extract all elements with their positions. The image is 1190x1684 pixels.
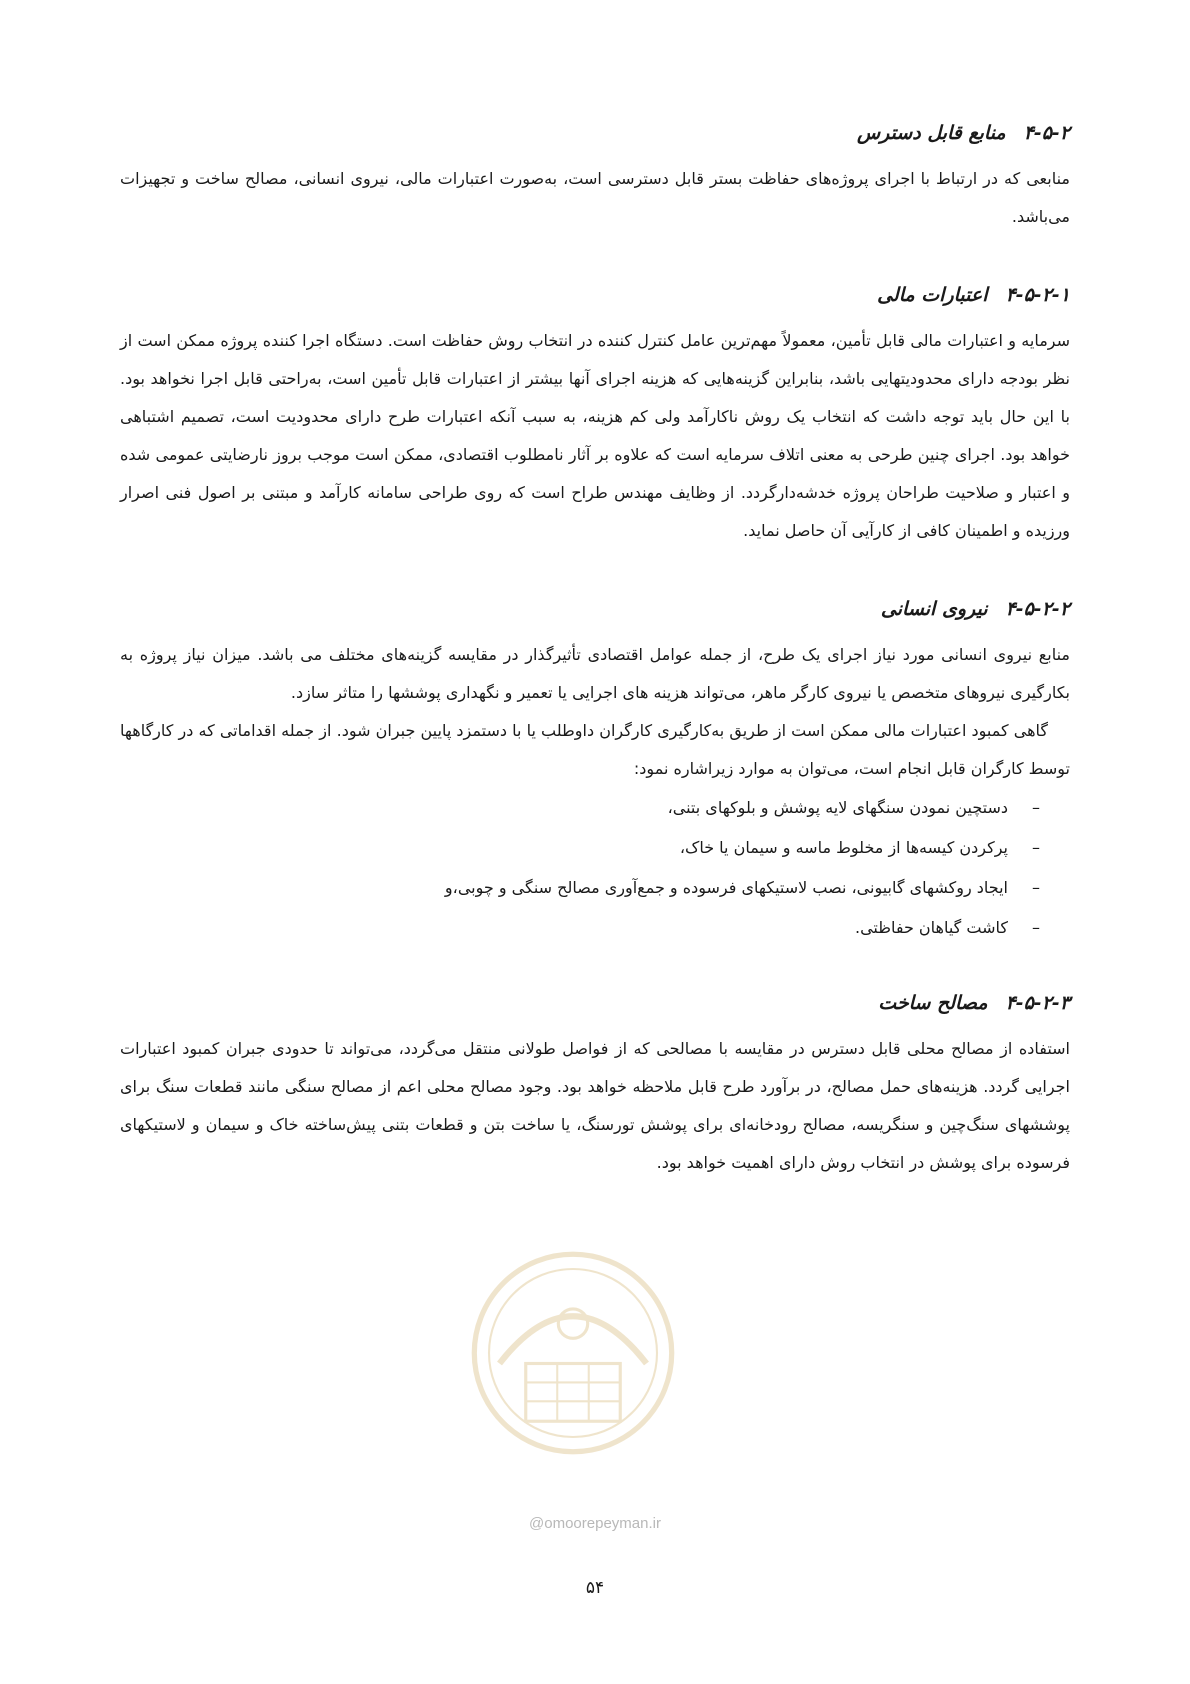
paragraph-available-resources: منابعی که در ارتباط با اجرای پروژه‌های حفاظت بستر قابل دسترسی است، به‌صورت اعتبارات مالی، نیروی انسانی، مصالح ساخت و تجهیزات می‌باشد. (120, 169, 1070, 226)
section-title: منابع قابل دسترس (856, 122, 1006, 144)
section-title: نیروی انسانی (880, 598, 988, 620)
page-number: ۵۴ (585, 1578, 605, 1598)
watermark-url: @omoorepeyman.ir (529, 1515, 661, 1532)
bullet-dash: – (1032, 918, 1040, 937)
section-title: مصالح ساخت (878, 992, 988, 1014)
section-number: ۴-۵-۲ (1023, 122, 1070, 144)
section-heading-available-resources (120, 118, 1070, 148)
page-content (120, 118, 1070, 1182)
list-item: – دستچین نمودن سنگهای لایه پوشش و بلوکهای بتنی، (120, 788, 1040, 828)
bullet-dash: – (1032, 798, 1040, 817)
list-item: – پرکردن کیسه‌ها از مخلوط ماسه و سیمان یا خاک، (120, 828, 1040, 868)
section-number: ۴-۵-۲-۲ (1005, 598, 1070, 620)
activities-list (120, 788, 1070, 948)
list-item: – کاشت گیاهان حفاظتی. (120, 908, 1040, 948)
paragraph-human-resources-1: منابع نیروی انسانی مورد نیاز اجرای یک طرح، از جمله عوامل اقتصادی تأثیرگذار در مقایسه گزینه‌های مختلف می باشد. میزان نیاز پروژه به بکارگیری نیروهای متخصص یا نیروی کارگر ماهر، می‌تواند هزینه های اجرایی یا تعمیر و نگهداری پوششها را متاثر سازد. (120, 645, 1070, 702)
section-number: ۴-۵-۲-۳ (1005, 992, 1070, 1014)
bullet-dash: – (1032, 838, 1040, 857)
section-heading-construction-materials (120, 988, 1070, 1018)
watermark-seal-icon (468, 1248, 678, 1458)
section-heading-human-resources (120, 594, 1070, 624)
paragraph-human-resources-2: گاهی کمبود اعتبارات مالی ممکن است از طریق به‌کارگیری کارگران داوطلب یا با دستمزد پایین جبران شود. از جمله اقداماتی که در کارگاهها توسط کارگران قابل انجام است، می‌توان به موارد زیراشاره نمود: (120, 721, 1070, 778)
bullet-dash: – (1032, 878, 1040, 897)
section-heading-financial-credits (120, 280, 1070, 310)
section-number: ۴-۵-۲-۱ (1005, 284, 1070, 306)
section-title: اعتبارات مالی (877, 284, 988, 306)
paragraph-financial-credits: سرمایه و اعتبارات مالی قابل تأمین، معمولاً مهم‌ترین عامل کنترل کننده در انتخاب روش حفاظت است. دستگاه اجرا کننده پروژه ممکن است از نظر بودجه دارای محدودیتهایی باشد، بنابراین گزینه‌هایی که هزینه اجرای آنها بیشتر از اعتبارات قابل تأمین است، به‌راحتی قابل اجرا نخواهد بود. با این حال باید توجه داشت که انتخاب یک روش ناکارآمد ولی کم هزینه، به سبب آنکه اعتبارات طرح دارای محدودیت است، تصمیم اشتباهی خواهد بود. اجرای چنین طرحی به معنی اتلاف سرمایه است که علاوه بر آثار نامطلوب اقتصادی، ممکن است موجب بروز نارضایتی عمومی شده و اعتبار و صلاحیت طراحان پروژه خدشه‌دارگردد. از وظایف مهندس طراح است که روی طراحی سامانه کارآمد و مبتنی بر اصول فنی اصرار ورزیده و اطمینان کافی از کارآیی آن حاصل نماید. (120, 331, 1070, 540)
paragraph-construction-materials: استفاده از مصالح محلی قابل دسترس در مقایسه با مصالحی که از فواصل طولانی منتقل می‌گردد، می‌تواند تا حدودی جبران کمبود اعتبارات اجرایی گردد. هزینه‌های حمل مصالح، در برآورد طرح قابل ملاحظه خواهد بود. وجود مصالح محلی اعم از مصالح سنگی مانند قطعات سنگ برای پوششهای سنگ‌چین و سنگریسه، مصالح رودخانه‌ای برای پوشش تورسنگ، یا ساخت بتن و قطعات بتنی پیش‌ساخته خاک و سیمان و لاستیکهای فرسوده برای پوشش در انتخاب روش دارای اهمیت خواهد بود. (120, 1039, 1070, 1172)
list-item: – ایجاد روکشهای گابیونی، نصب لاستیکهای فرسوده و جمع‌آوری مصالح سنگی و چوبی،و (120, 868, 1040, 908)
